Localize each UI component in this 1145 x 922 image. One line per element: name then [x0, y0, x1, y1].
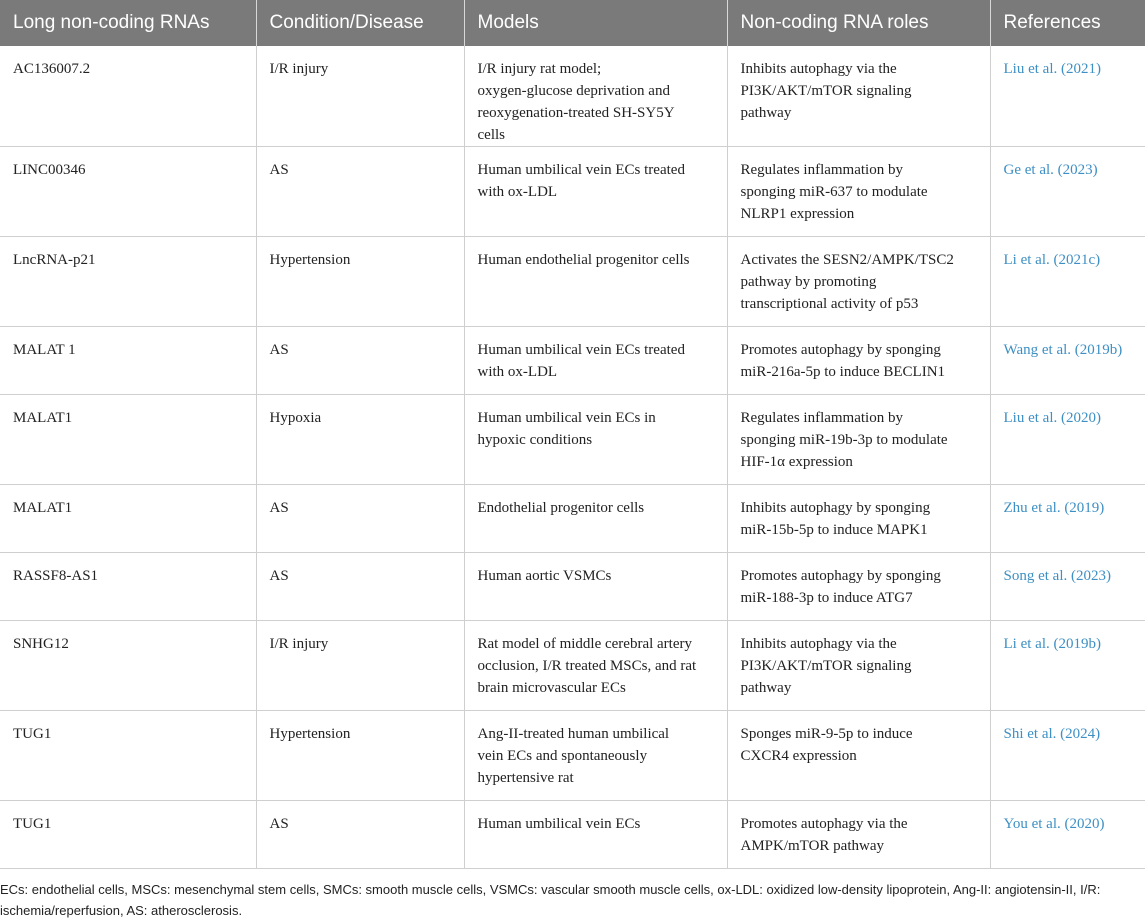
cell-models — [464, 237, 727, 327]
cell-condition: Hypertension — [256, 237, 464, 327]
cell-roles-line: miR-188-3p to induce ATG7 — [740, 590, 913, 606]
cell-roles-line: HIF-1α expression — [740, 454, 853, 470]
cell-models-line: Human aortic VSMCs — [477, 568, 612, 584]
cell-roles-line: Promotes autophagy by sponging — [740, 342, 941, 358]
footnote-line: ECs: endothelial cells, MSCs: mesenchymal stem cells, SMCs: smooth muscle cells, VSMCs: vascular smooth muscle cells, ox-LDL: oxidized low-density lipoprotein, Ang-II: angiotensin-II, I/R: — [0, 882, 1101, 897]
cell-roles — [727, 327, 990, 395]
cell-roles-line: Regulates inflammation by — [740, 162, 903, 178]
cell-roles-line: PI3K/AKT/mTOR signaling — [740, 658, 912, 674]
cell-roles-line: transcriptional activity of p53 — [740, 296, 919, 312]
cell-lncrna: LINC00346 — [0, 147, 256, 237]
cell-models-line: Human umbilical vein ECs — [477, 816, 641, 832]
table-row — [0, 327, 1145, 395]
cell-models — [464, 621, 727, 711]
cell-models-line: Ang-II-treated human umbilical — [477, 726, 670, 742]
table-row — [0, 711, 1145, 801]
reference-link[interactable]: Ge et al. (2023) — [990, 147, 1145, 237]
cell-roles-line: CXCR4 expression — [740, 748, 857, 764]
cell-roles — [727, 621, 990, 711]
cell-roles-line: Sponges miR-9-5p to induce — [740, 726, 913, 742]
cell-lncrna: LncRNA-p21 — [0, 237, 256, 327]
cell-roles-line: pathway — [740, 680, 792, 696]
cell-models — [464, 801, 727, 869]
cell-roles — [727, 395, 990, 485]
cell-models-line: Human umbilical vein ECs treated — [477, 162, 685, 178]
cell-lncrna: RASSF8-AS1 — [0, 553, 256, 621]
cell-roles-line: pathway by promoting — [740, 274, 877, 290]
cell-models-line: vein ECs and spontaneously — [477, 748, 648, 764]
cell-models — [464, 711, 727, 801]
cell-roles — [727, 553, 990, 621]
cell-models-line: occlusion, I/R treated MSCs, and rat — [477, 658, 697, 674]
table-row — [0, 237, 1145, 327]
cell-condition: AS — [256, 553, 464, 621]
cell-models-line: with ox-LDL — [477, 364, 558, 380]
cell-lncrna: TUG1 — [0, 801, 256, 869]
cell-roles-line: sponging miR-19b-3p to modulate — [740, 432, 948, 448]
cell-models-line: Human umbilical vein ECs treated — [477, 342, 685, 358]
cell-condition: AS — [256, 485, 464, 553]
cell-condition: Hypertension — [256, 711, 464, 801]
reference-link[interactable]: Shi et al. (2024) — [990, 711, 1145, 801]
cell-roles-line: Inhibits autophagy by sponging — [740, 500, 931, 516]
cell-models-line: Human endothelial progenitor cells — [477, 252, 690, 268]
reference-link[interactable]: Song et al. (2023) — [990, 553, 1145, 621]
cell-models-line: Endothelial progenitor cells — [477, 500, 645, 516]
cell-roles-line: AMPK/mTOR pathway — [740, 838, 884, 854]
cell-models-line: hypoxic conditions — [477, 432, 593, 448]
cell-roles-line: miR-15b-5p to induce MAPK1 — [740, 522, 928, 538]
reference-link[interactable]: Li et al. (2021c) — [990, 237, 1145, 327]
table-header-row — [0, 0, 1145, 46]
cell-lncrna: MALAT1 — [0, 395, 256, 485]
cell-roles — [727, 801, 990, 869]
cell-models — [464, 485, 727, 553]
cell-models-line: cells — [477, 127, 505, 143]
cell-roles — [727, 485, 990, 553]
cell-models-line: reoxygenation-treated SH-SY5Y — [477, 105, 675, 121]
reference-link[interactable]: Li et al. (2019b) — [990, 621, 1145, 711]
cell-roles-line: Promotes autophagy via the — [740, 816, 908, 832]
header-models: Models — [464, 0, 727, 46]
header-references: References — [990, 0, 1145, 46]
cell-models-line: Human umbilical vein ECs in — [477, 410, 656, 426]
cell-models — [464, 327, 727, 395]
table-row — [0, 395, 1145, 485]
reference-link[interactable]: Liu et al. (2021) — [990, 46, 1145, 147]
table-row — [0, 621, 1145, 711]
cell-models-line: with ox-LDL — [477, 184, 558, 200]
table-row — [0, 147, 1145, 237]
cell-models — [464, 395, 727, 485]
cell-models-line: I/R injury rat model; — [477, 61, 602, 77]
cell-lncrna: SNHG12 — [0, 621, 256, 711]
cell-lncrna: MALAT 1 — [0, 327, 256, 395]
table-row — [0, 485, 1145, 553]
cell-lncrna: TUG1 — [0, 711, 256, 801]
cell-models — [464, 553, 727, 621]
table-row — [0, 553, 1145, 621]
header-lncrna: Long non-coding RNAs — [0, 0, 256, 46]
cell-roles — [727, 237, 990, 327]
reference-link[interactable]: Liu et al. (2020) — [990, 395, 1145, 485]
cell-condition: I/R injury — [256, 621, 464, 711]
table-footnote — [0, 879, 1140, 921]
reference-link[interactable]: Wang et al. (2019b) — [990, 327, 1145, 395]
cell-condition: Hypoxia — [256, 395, 464, 485]
cell-roles-line: PI3K/AKT/mTOR signaling — [740, 83, 912, 99]
cell-models-line: brain microvascular ECs — [477, 680, 626, 696]
cell-roles-line: miR-216a-5p to induce BECLIN1 — [740, 364, 946, 380]
cell-lncrna: MALAT1 — [0, 485, 256, 553]
table-row — [0, 46, 1145, 147]
header-condition: Condition/Disease — [256, 0, 464, 46]
cell-roles — [727, 46, 990, 147]
reference-link[interactable]: You et al. (2020) — [990, 801, 1145, 869]
cell-roles — [727, 147, 990, 237]
cell-roles-line: Promotes autophagy by sponging — [740, 568, 941, 584]
cell-roles-line: sponging miR-637 to modulate — [740, 184, 928, 200]
cell-condition: AS — [256, 327, 464, 395]
cell-roles-line: NLRP1 expression — [740, 206, 855, 222]
cell-models — [464, 147, 727, 237]
cell-roles-line: pathway — [740, 105, 792, 121]
table-row — [0, 801, 1145, 869]
cell-roles-line: Inhibits autophagy via the — [740, 61, 897, 77]
cell-roles — [727, 711, 990, 801]
reference-link[interactable]: Zhu et al. (2019) — [990, 485, 1145, 553]
cell-models-line: oxygen-glucose deprivation and — [477, 83, 670, 99]
cell-roles-line: Activates the SESN2/AMPK/TSC2 — [740, 252, 954, 268]
cell-roles-line: Regulates inflammation by — [740, 410, 903, 426]
cell-condition: I/R injury — [256, 46, 464, 147]
cell-condition: AS — [256, 147, 464, 237]
header-roles: Non-coding RNA roles — [727, 0, 990, 46]
footnote-line: ischemia/reperfusion, AS: atherosclerosis. — [0, 903, 243, 918]
cell-lncrna: AC136007.2 — [0, 46, 256, 147]
cell-models — [464, 46, 727, 147]
cell-condition: AS — [256, 801, 464, 869]
cell-models-line: Rat model of middle cerebral artery — [477, 636, 692, 652]
cell-models-line: hypertensive rat — [477, 770, 574, 786]
cell-roles-line: Inhibits autophagy via the — [740, 636, 897, 652]
